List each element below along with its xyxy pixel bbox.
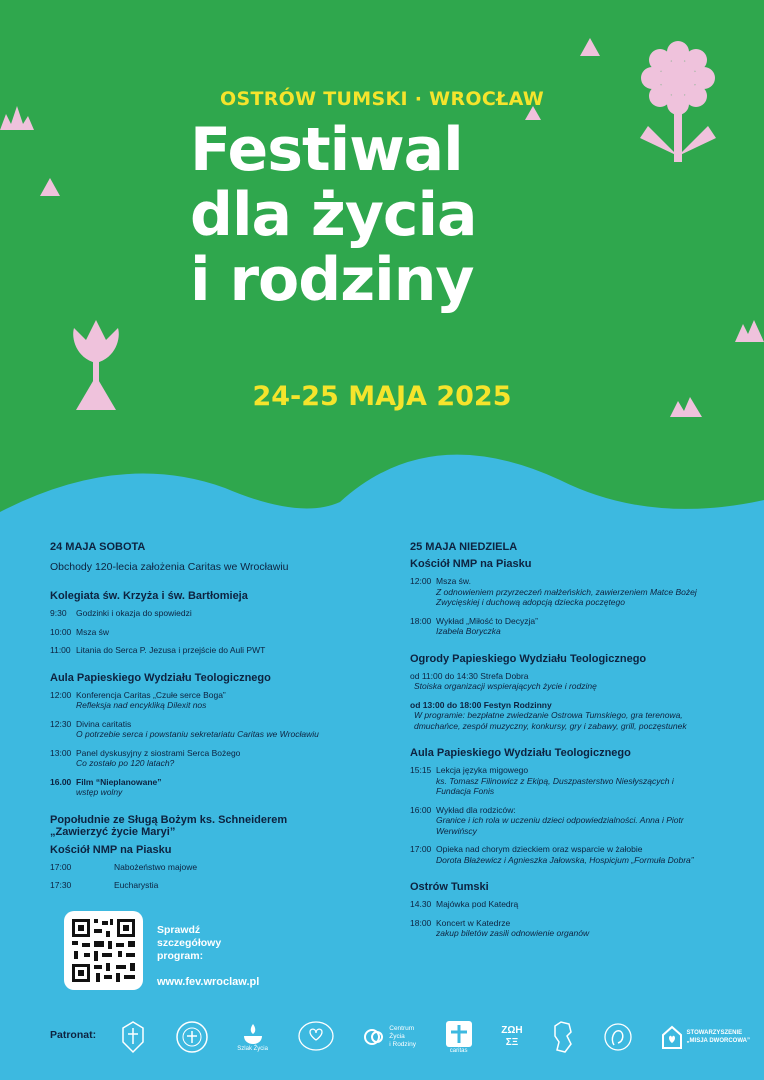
hearts-logo [297,1020,335,1054]
schedule-item: 17:00 Opieka nad chorym dzieckiem oraz wsparcie w żałobie Dorota Błażewicz i Agnieszka Jałowska, Hospicjum „Formuła Dobra” [410,844,694,865]
archdiocese-logo [120,1020,146,1054]
schedule-item: 17:00 Nabożeństwo majowe [50,861,198,872]
day-heading: 24 MAJA SOBOTA [50,541,146,553]
program-link[interactable]: www.fev.wroclaw.pl [157,976,260,988]
schedule-item: 17:30 Eucharystia [50,880,159,890]
zoe-logo: ΖΩΗ ΣΞ [501,1025,523,1048]
misja-dworcowa-logo: STOWARZYSZENIE „MISJA DWORCOWA” [661,1024,750,1050]
venue-heading: Popołudnie ze Sługą Bożym ks. Schneiderem „Zawierzyć życie Maryi” [50,813,288,838]
caritas-logo: caritas [445,1020,473,1054]
venue-heading: Aula Papieskiego Wydziału Teologicznego [50,671,271,684]
grass-decoration [735,318,764,342]
title-line: dla życia [190,180,477,250]
qr-code-icon [64,911,143,990]
venue-heading: Kościół NMP na Piasku [50,843,172,856]
schedule-item: 10:00 Msza św [50,626,110,637]
schedule-item: 12:30 Divina caritatis O potrzebie serca i powstaniu sekretariatu Caritas we Wrocławiu [50,718,319,739]
venue-heading: Ogrody Papieskiego Wydziału Teologicznego [410,652,647,665]
venue-heading: Aula Papieskiego Wydziału Teologicznego [410,747,631,759]
schedule-item: 15:15 Lekcja języka migowego ks. Tomasz Filinowicz z Ekipą, Duszpasterstwo Niesłyszących i Fundacja Fonis [410,765,674,796]
schedule-item: 12:00 Konferencja Caritas „Czułe serce Boga” Refleksja nad encykliką Dilexit nos [50,689,226,710]
szlak-zycia-logo: Szlak Życia [237,1022,268,1052]
schedule-block: od 13:00 do 18:00 Festyn Rodzinny W programie: bezpłatne zwiedzanie Ostrowa Tumskiego, gra terenowa, dmuchańce, zespół muzyczny, konkursy, gry i zabawy, grill, poczęstunek [410,699,687,731]
mother-child-logo [604,1021,632,1053]
qr-caption: Sprawdź szczegółowy program: [157,924,222,962]
schedule-item: 18:00 Koncert w Katedrze zakup biletów zasili odnowienie organów [410,917,590,938]
lion-logo [551,1020,575,1054]
centrum-logo: Centrum Życia i Rodziny [363,1025,416,1049]
saturday-program [50,541,350,899]
event-dates: 24-25 MAJA 2025 [252,381,512,412]
schedule-item: 16:00 Wykład dla rodziców: Granice i ich rola w uczeniu dzieci odpowiedzialności. Anna i Piotr Werwińscy [410,804,684,836]
seal-logo [175,1020,209,1054]
patronage-label: Patronat: [50,1029,97,1041]
schedule-item: 12:00 Msza św. Z odnowieniem przyrzeczeń małżeńskich, zawierzeniem Matce Bożej Zwycięskiej i duchową adopcją dziecka poczętego [410,576,697,607]
schedule-block: od 11:00 do 14:30 Strefa Dobra Stoiska organizacji wspierających życie i rodzinę [410,670,597,691]
grass-decoration [40,178,60,196]
event-title [190,115,477,315]
schedule-item: 16.00 Film “Nieplanowane” wstęp wolny [50,776,162,797]
title-line: i rodziny [190,245,474,315]
schedule-item: 14.30 Majówka pod Katedrą [410,899,519,909]
event-location: OSTRÓW TUMSKI · WROCŁAW [220,88,544,110]
schedule-item: 13:00 Panel dyskusyjny z siostrami Serca Bożego Co zostało po 120 latach? [50,747,241,768]
schedule-item: 11:00 Litania do Serca P. Jezusa i przejście do Auli PWT [50,645,266,655]
schedule-item: 18:00 Wykład „Miłość to Decyzja” Izabela Boryczka [410,615,538,636]
schedule-item: 9:30 Godzinki i okazja do spowiedzi [50,608,192,618]
grass-decoration [580,38,600,56]
qr-code[interactable] [64,911,143,990]
venue-heading: Kolegiata św. Krzyża i św. Bartłomieja [50,590,248,602]
hill-wave [0,440,764,540]
venue-heading: Kościół NMP na Piasku [410,558,532,570]
day-heading: 25 MAJA NIEDZIELA [410,541,518,553]
venue-heading: Ostrów Tumski [410,881,489,893]
sunday-program [410,541,710,947]
intro-text: Obchody 120-lecia założenia Caritas we Wrocławiu [50,561,289,573]
patron-logos [120,1014,750,1060]
title-line: Festiwal [190,115,463,185]
